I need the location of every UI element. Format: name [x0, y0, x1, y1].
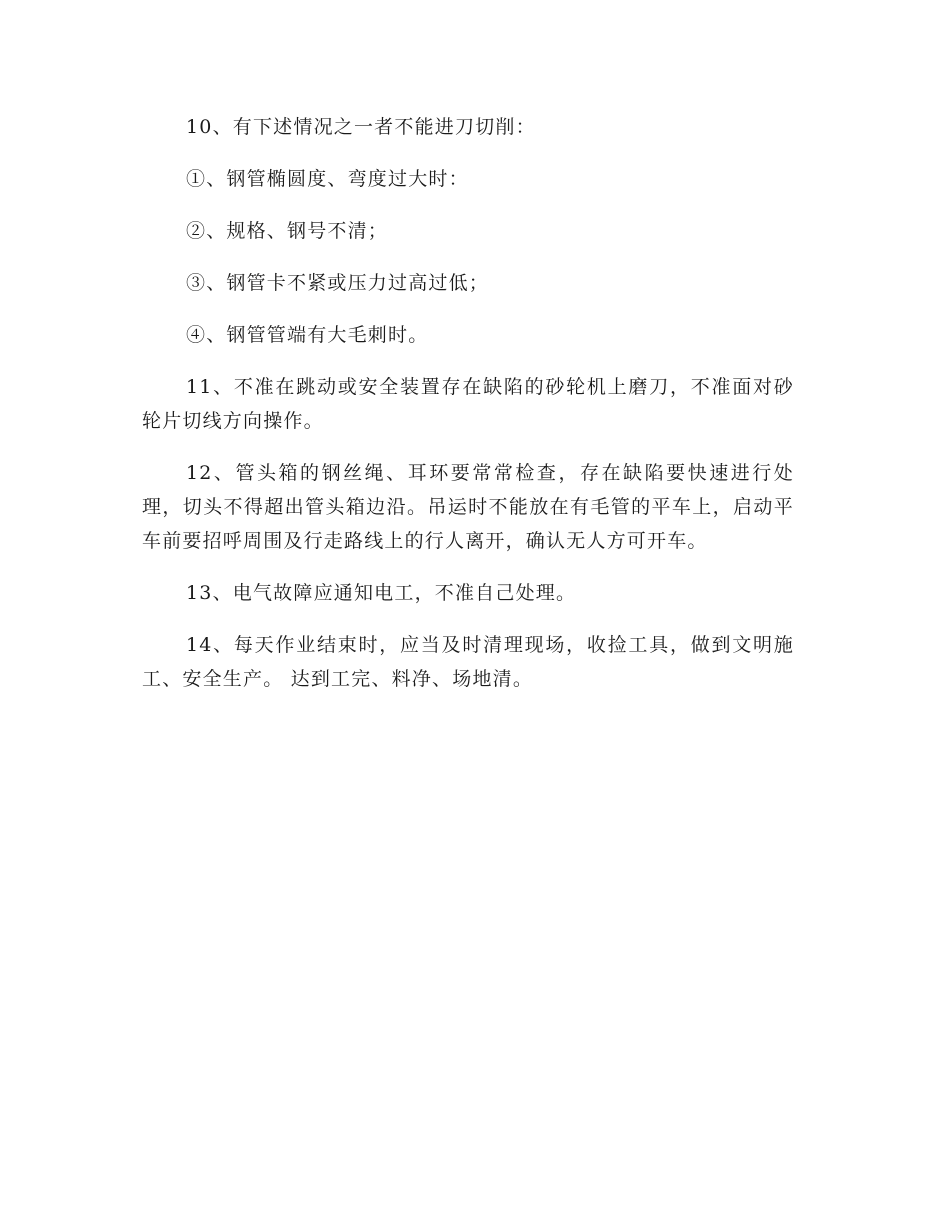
paragraph-subitem-3: ③、钢管卡不紧或压力过高过低； [186, 272, 490, 294]
paragraph-item-11: 11、不准在跳动或安全装置存在缺陷的砂轮机上磨刀，不准面对砂轮片切线方向操作。 [142, 376, 794, 432]
paragraph-subitem-4: ④、钢管管端有大毛刺时。 [186, 324, 429, 346]
paragraph-item-14: 14、每天作业结束时，应当及时清理现场，收捡工具，做到文明施工、安全生产。 达到工完、料净、场地清。 [142, 634, 794, 690]
paragraph-item-13: 13、电气故障应通知电工，不准自己处理。 [186, 582, 577, 604]
document-body [142, 110, 794, 714]
paragraph-item-12: 12、管头箱的钢丝绳、耳环要常常检查，存在缺陷要快速进行处理，切头不得超出管头箱边沿。吊运时不能放在有毛管的平车上，启动平车前要招呼周围及行走路线上的行人离开，确认无人方可开车。 [142, 462, 794, 552]
paragraph-subitem-2: ②、规格、钢号不清； [186, 220, 389, 242]
paragraph-subitem-1: ①、钢管椭圆度、弯度过大时： [186, 168, 469, 190]
paragraph-item-10: 10、有下述情况之一者不能进刀切削： [186, 116, 536, 138]
